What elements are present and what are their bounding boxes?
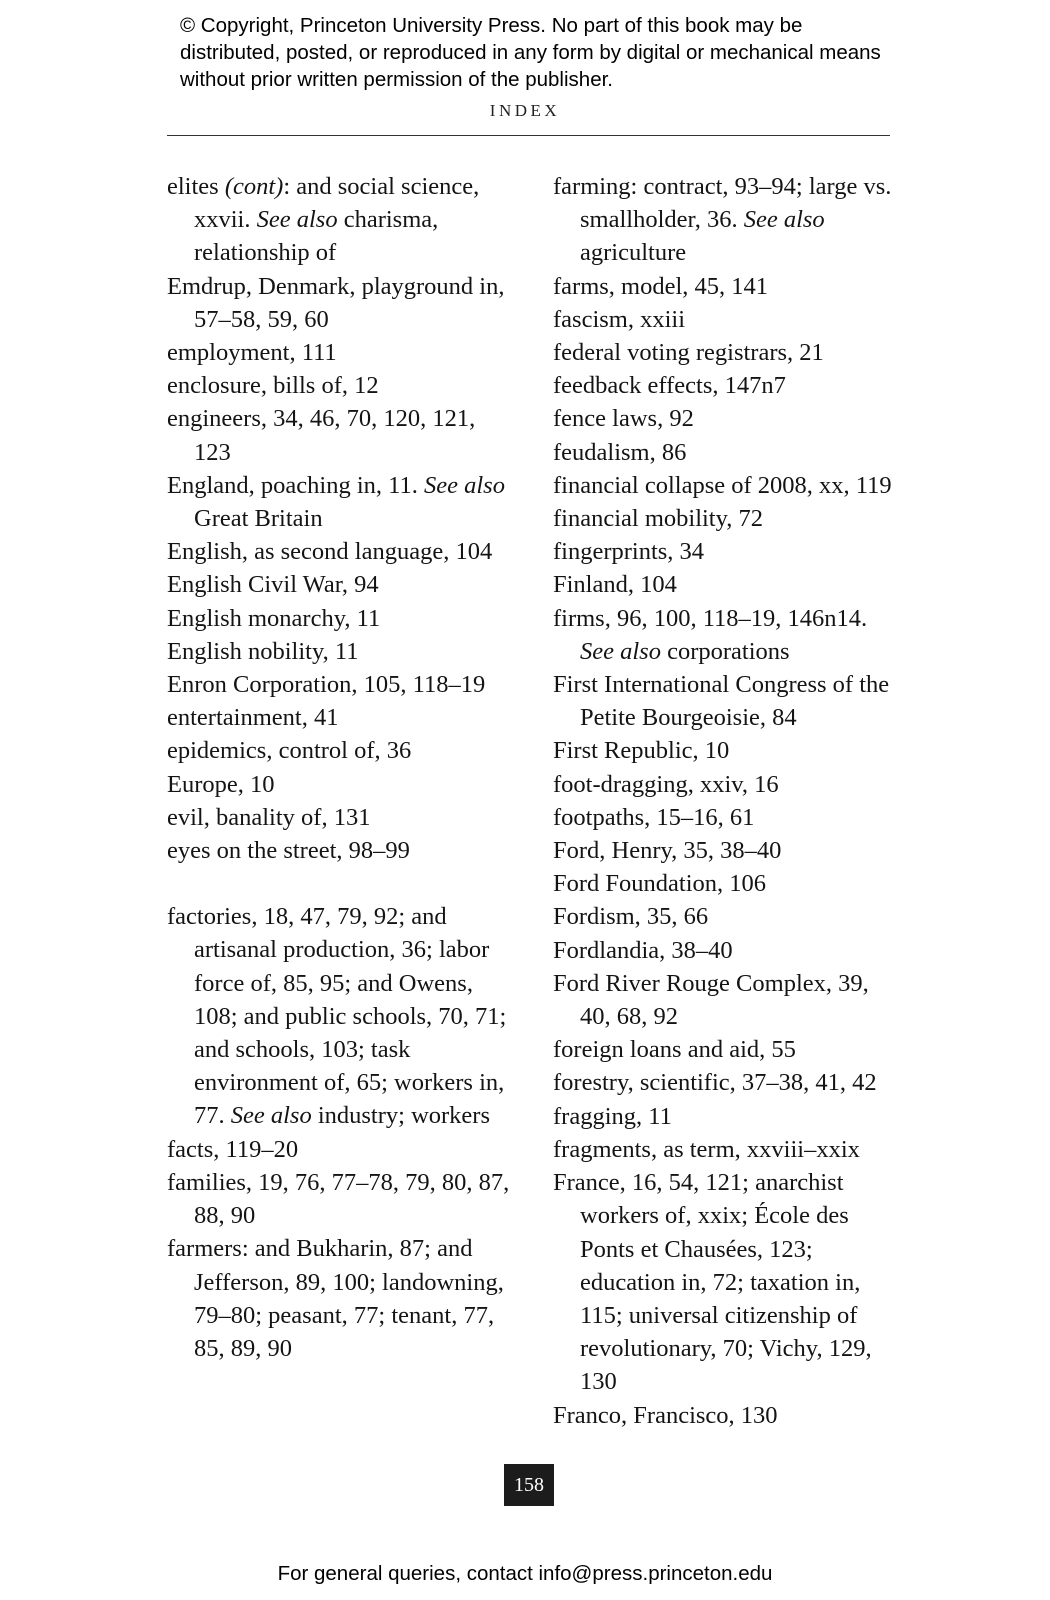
index-entry-text: foot-dragging, xxiv, 16 [553,770,779,798]
index-entry-text: entertainment, 41 [167,704,339,732]
index-entry [167,668,517,701]
index-entry [553,369,898,402]
index-entry [167,1133,517,1166]
index-entry-text: feedback effects, 147n7 [553,372,786,400]
index-entry [167,568,517,601]
index-entry [553,1033,898,1066]
index-entry-italic: See also [256,206,338,234]
index-entry [167,635,517,668]
index-entry [167,270,517,336]
index-entry [553,768,898,801]
index-entry-text: feudalism, 86 [553,438,687,466]
index-entry-text: English monarchy, 11 [167,604,381,632]
copyright-notice: © Copyright, Princeton University Press. No part of this book may be distributed, posted, or reproduced in any form by digital or mechanical means without prior written permission of the publisher. [180,14,881,91]
index-entry-text: farmers: and Bukharin, 87; and Jefferson, 89, 100; landowning, 79–80; peasant, 77; tenant, 77, 85, 89, 90 [167,1235,504,1362]
index-entry [553,867,898,900]
index-entry-text: foreign loans and aid, 55 [553,1036,796,1064]
index-entry-text: fragging, 11 [553,1102,672,1130]
index-entry [553,1166,898,1398]
index-entry-text: fragments, as term, xxviii–xxix [553,1135,860,1163]
index-entry [167,402,517,468]
index-entry-text: English Civil War, 94 [167,571,379,599]
index-entry-text: engineers, 34, 46, 70, 120, 121, 123 [167,405,476,466]
index-entry-text: fascism, xxiii [553,305,686,333]
index-entry-text: farms, model, 45, 141 [553,272,769,300]
index-entry-text: facts, 119–20 [167,1135,299,1163]
index-entry-text: forestry, scientific, 37–38, 41, 42 [553,1069,877,1097]
index-entry [553,668,898,734]
index-entry [553,436,898,469]
index-column-right [553,170,898,1432]
index-entry-text: : and social science, xxvii. [194,173,480,234]
index-entry [553,1399,898,1432]
index-entry-text: industry; workers [311,1102,491,1130]
index-entry-text: charisma, relationship of [194,206,439,267]
index-entry-italic: See also [230,1102,312,1130]
index-entry-italic: See also [580,637,661,665]
index-entry-text: England, poaching in, 11. [167,471,424,499]
index-entry-text: First Republic, 10 [553,737,730,765]
index-entry [553,801,898,834]
index-entry-text: agriculture [580,239,687,267]
index-entry-text: Fordism, 35, 66 [553,903,709,931]
index-entry-text: eyes on the street, 98–99 [167,837,410,865]
index-entry [553,469,898,502]
index-entry-text: footpaths, 15–16, 61 [553,803,755,831]
index-entry [167,900,517,1132]
index-entry [167,469,517,535]
index-entry-text: enclosure, bills of, 12 [167,372,379,400]
index-entry-text: Ford, Henry, 35, 38–40 [553,837,782,865]
index-entry-text: France, 16, 54, 121; anarchist workers of, xxix; École des Ponts et Chausées, 123; education in, 72; taxation in, 115; universal citizenship of revolutionary, 70; Vichy, 129, 130 [553,1169,872,1396]
header-rule [167,135,890,136]
index-entry [553,568,898,601]
index-entry-text: Ford Foundation, 106 [553,870,767,898]
index-entry [167,768,517,801]
index-entry-text: corporations [660,637,790,665]
index-entry [167,369,517,402]
index-entry [553,602,898,668]
index-entry [167,701,517,734]
index-entry-text: employment, 111 [167,339,337,367]
index-entry [167,734,517,767]
index-entry [167,1232,517,1365]
index-entry [553,170,898,270]
index-entry [553,1066,898,1099]
index-entry [167,170,517,270]
index-entry [553,1100,898,1133]
index-entry-text: farming: contract, 93–94; large vs. smallholder, 36. [553,173,892,234]
index-entry-text: Great Britain [194,505,323,533]
running-head: INDEX [489,101,561,120]
index-entry [167,801,517,834]
index-entry [167,1166,517,1232]
index-entry [167,602,517,635]
index-entry-text: firms, 96, 100, 118–19, 146n14. [553,604,868,632]
index-entry-text: Europe, 10 [167,770,275,798]
index-entry-italic: See also [743,206,825,234]
index-entry-text: federal voting registrars, 21 [553,339,824,367]
index-entry-text: elites [167,173,225,200]
index-entry-text: Ford River Rouge Complex, 39, 40, 68, 92 [553,969,869,1031]
index-entry [553,934,898,967]
index-entry-text: financial mobility, 72 [553,505,764,533]
index-entry [553,1133,898,1166]
index-entry-italic: See also [423,471,505,499]
index-entry [167,535,517,568]
index-entry [167,336,517,369]
index-entry-text: Emdrup, Denmark, playground in, 57–58, 59, 60 [167,272,505,333]
index-entry-text: Fordlandia, 38–40 [553,936,733,964]
index-entry-text: factories, 18, 47, 79, 92; and artisanal production, 36; labor force of, 85, 95; and Owens, 108; and public schools, 70, 71; and schools, 103; task environment of, 65; workers in, 77. [167,903,507,1130]
index-entry [553,900,898,933]
index-entry [553,270,898,303]
index-entry [553,402,898,435]
index-entry [553,967,898,1033]
index-entry [553,834,898,867]
index-entry-text: fingerprints, 34 [553,538,705,566]
index-entry-italic: (cont) [224,173,284,200]
index-entry [553,734,898,767]
index-entry [553,502,898,535]
index-entry [553,303,898,336]
index-entry-text: fence laws, 92 [553,405,694,433]
index-column-left [167,170,517,1365]
index-entry [553,535,898,568]
footer-contact: For general queries, contact info@press.princeton.edu [277,1562,773,1585]
index-entry-text: families, 19, 76, 77–78, 79, 80, 87, 88, 90 [167,1168,510,1230]
page-number: 158 [504,1464,554,1506]
index-entry-text: Enron Corporation, 105, 118–19 [167,671,486,699]
index-entry-text: English, as second language, 104 [167,538,493,566]
index-entry-text: English nobility, 11 [167,637,359,665]
index-entry-text: financial collapse of 2008, xx, 119 [553,471,892,499]
index-entry-text: Franco, Francisco, 130 [553,1401,778,1429]
index-entry [553,336,898,369]
index-entry-text: evil, banality of, 131 [167,803,371,831]
index-entry-text: Finland, 104 [553,571,677,599]
index-entry-text: epidemics, control of, 36 [167,737,412,765]
index-entry [167,834,517,867]
index-entry-text: First International Congress of the Petite Bourgeoisie, 84 [553,671,890,732]
